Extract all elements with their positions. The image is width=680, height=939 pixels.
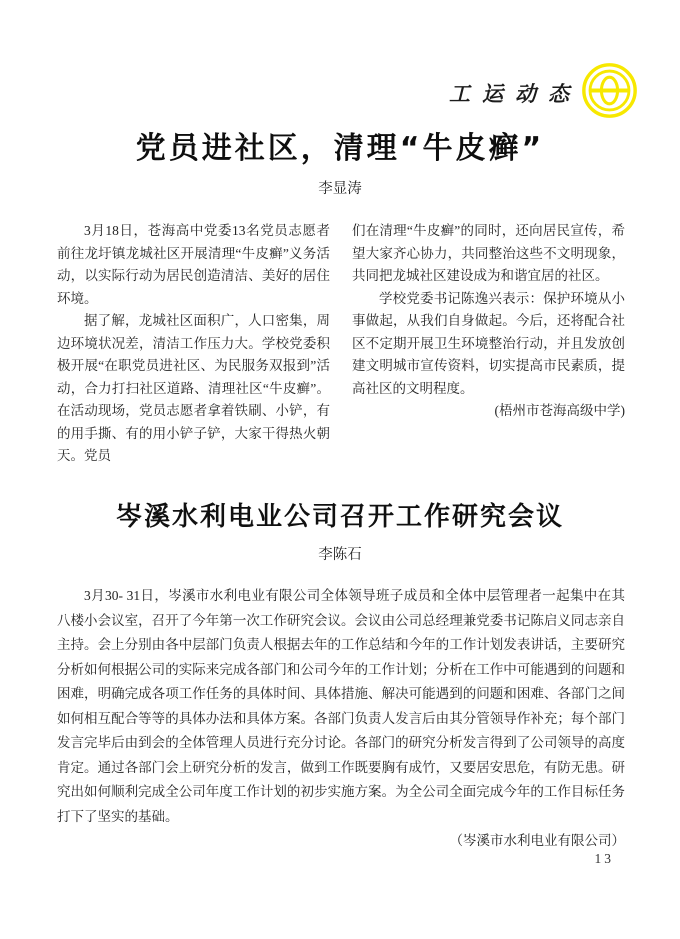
article-1-column-right (352, 220, 625, 468)
article-2-title: 岑溪水利电业公司召开工作研究会议 (115, 502, 564, 532)
article-1-attribution: (梧州市苍海高级中学) (494, 403, 625, 418)
article-1-body (57, 220, 625, 468)
article-2-body (57, 584, 625, 854)
page-number: 13 (594, 851, 614, 866)
article-1-title: 党员进社区，清理“牛皮癣” (135, 131, 545, 166)
paragraph (352, 288, 625, 418)
article-2-author: 李陈石 (318, 547, 362, 563)
article-1-column-left (57, 220, 330, 468)
section-masthead (449, 62, 638, 119)
paragraph: 3月18日，苍海高中党委13名党员志愿者前往龙圩镇龙城社区开展清理“牛皮癣”义务活动，以实际行动为居民创造清洁、美好的居住环境。 (57, 223, 330, 306)
paragraph: 们在清理“牛皮癣”的同时，还向居民宣传，希望大家齐心协力，共同整治这些不文明现象，共同把龙城社区建设成为和谐宜居的社区。 (352, 223, 625, 283)
paragraph-text: 学校党委书记陈逸兴表示：保护环境从小事做起，从我们自身做起。今后，还将配合社区不定期开展卫生环境整治行动，并且发放创建文明城市宣传资料，切实提高市民素质，提高社区的文明程度。 (352, 290, 625, 396)
paragraph: 3月30- 31日，岑溪市水利电业有限公司全体领导班子成员和全体中层管理者一起集中在其八楼小会议室，召开了今年第一次工作研究会议。会议由公司总经理兼党委书记陈启义同志亲自主持。会上分别由各中层部门负责人根据去年的工作总结和今年的工作计划发表讲话，主要研究分析如何根据公司的实际来完成各部门和公司今年的工作计划；分析在工作中可能遇到的问题和困难，明确完成各项工作任务的具体时间、具体措施、解决可能遇到的问题和困难、各部门之间如何相互配合等等的具体办法和具体方案。各部门负责人发言后由其分管领导作补充；每个部门发言完毕后由到会的全体管理人员进行充分讨论。各部门的研究分析发言得到了公司领导的高度肯定。通过各部门会上研究分析的发言，做到工作既要胸有成竹，又要居安思危，有防无患。研究出如何顺利完成全公司年度工作计划的初步实施方案。为全公司全面完成今年的工作目标任务打下了坚实的基础。 (57, 588, 625, 824)
article-2-attribution: （岑溪市水利电业有限公司） (449, 833, 625, 848)
paragraph: 据了解，龙城社区面积广，人口密集，周边环境状况差，清洁工作压力大。学校党委积极开展“在职党员进社区、为民服务双报到”活动，合力打扫社区道路、清理社区“牛皮癣”。在活动现场，党员志愿者拿着铁刷、小铲，有的用手撕、有的用小铲子铲，大家干得热火朝天。党员 (57, 313, 330, 463)
section-title: 工运动态 (449, 81, 581, 106)
article-1-author: 李显涛 (318, 181, 362, 197)
trade-union-logo-icon (581, 62, 638, 119)
